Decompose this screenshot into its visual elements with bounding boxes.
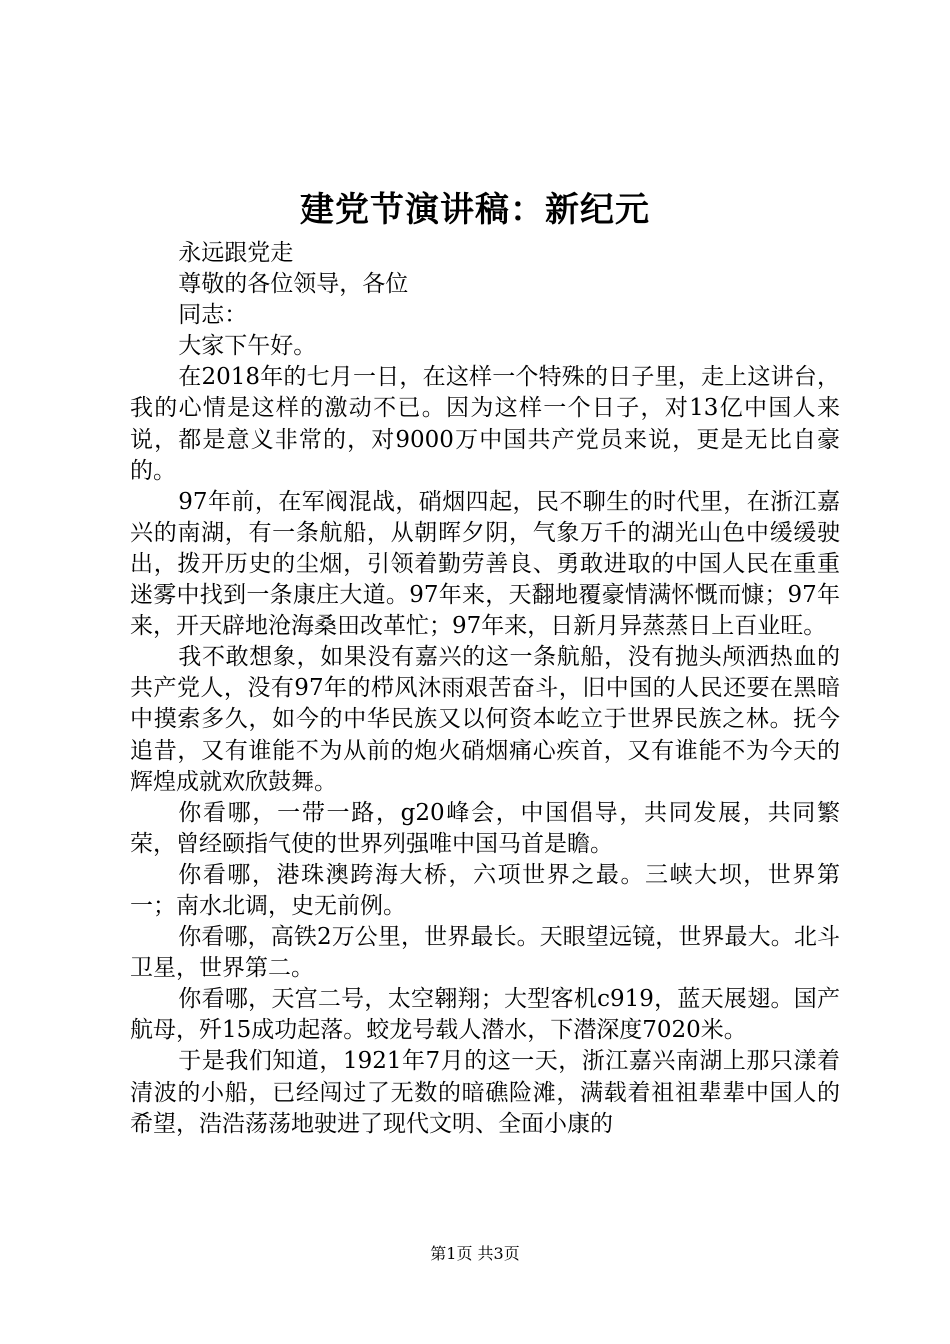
paragraph: 我不敢想象，如果没有嘉兴的这一条航船，没有抛头颅洒热血的共产党人，没有97年的栉风沐雨艰苦奋斗，旧中国的人民还要在黑暗中摸索多久，如今的中华民族又以何资本屹立于世界民族之林。抚今追昔，又有谁能不为从前的炮火硝烟痛心疾首，又有谁能不为今天的辉煌成就欢欣鼓舞。 — [130, 644, 840, 795]
paragraph: 大家下午好。 — [178, 333, 317, 360]
paragraph: 你看哪，港珠澳跨海大桥，六项世界之最。三峡大坝，世界第一；南水北调，史无前例。 — [130, 861, 840, 919]
page-footer: 第1页 共3页 — [430, 1244, 520, 1263]
document-body — [130, 238, 840, 1140]
paragraph: 永远跟党走 — [178, 240, 294, 266]
paragraph: 在2018年的七月一日，在这样一个特殊的日子里，走上这讲台，我的心情是这样的激动不已。因为这样一个日子，对13亿中国人来说，都是意义非常的，对9000万中国共产党员来说，更是无比自豪的。 — [130, 364, 840, 484]
paragraph: 你看哪，天宫二号，太空翱翔；大型客机c919，蓝天展翅。国产航母，歼15成功起落。蛟龙号载人潜水，下潜深度7020米。 — [130, 986, 840, 1044]
page-title: 建党节演讲稿：新纪元 — [300, 190, 650, 230]
paragraph: 97年前，在军阀混战，硝烟四起，民不聊生的时代里，在浙江嘉兴的南湖，有一条航船，从朝晖夕阴，气象万千的湖光山色中缓缓驶出，拨开历史的尘烟，引领着勤劳善良、勇敢进取的中国人民在重重迷雾中找到一条康庄大道。97年来，天翻地覆豪情满怀慨而慷；97年来，开天辟地沧海桑田改革忙；97年来，日新月异蒸蒸日上百业旺。 — [130, 488, 840, 640]
paragraph: 你看哪，一带一路，g20峰会，中国倡导，共同发展，共同繁荣，曾经颐指气使的世界列强唯中国马首是瞻。 — [130, 799, 840, 857]
paragraph: 同志： — [178, 302, 248, 329]
paragraph: 你看哪，高铁2万公里，世界最长。天眼望远镜，世界最大。北斗卫星，世界第二。 — [130, 924, 840, 982]
paragraph: 尊敬的各位领导，各位 — [178, 271, 409, 298]
paragraph: 于是我们知道，1921年7月的这一天，浙江嘉兴南湖上那只漾着清波的小船，已经闯过了无数的暗礁险滩，满载着祖祖辈辈中国人的希望，浩浩荡荡地驶进了现代文明、全面小康的 — [130, 1048, 840, 1137]
